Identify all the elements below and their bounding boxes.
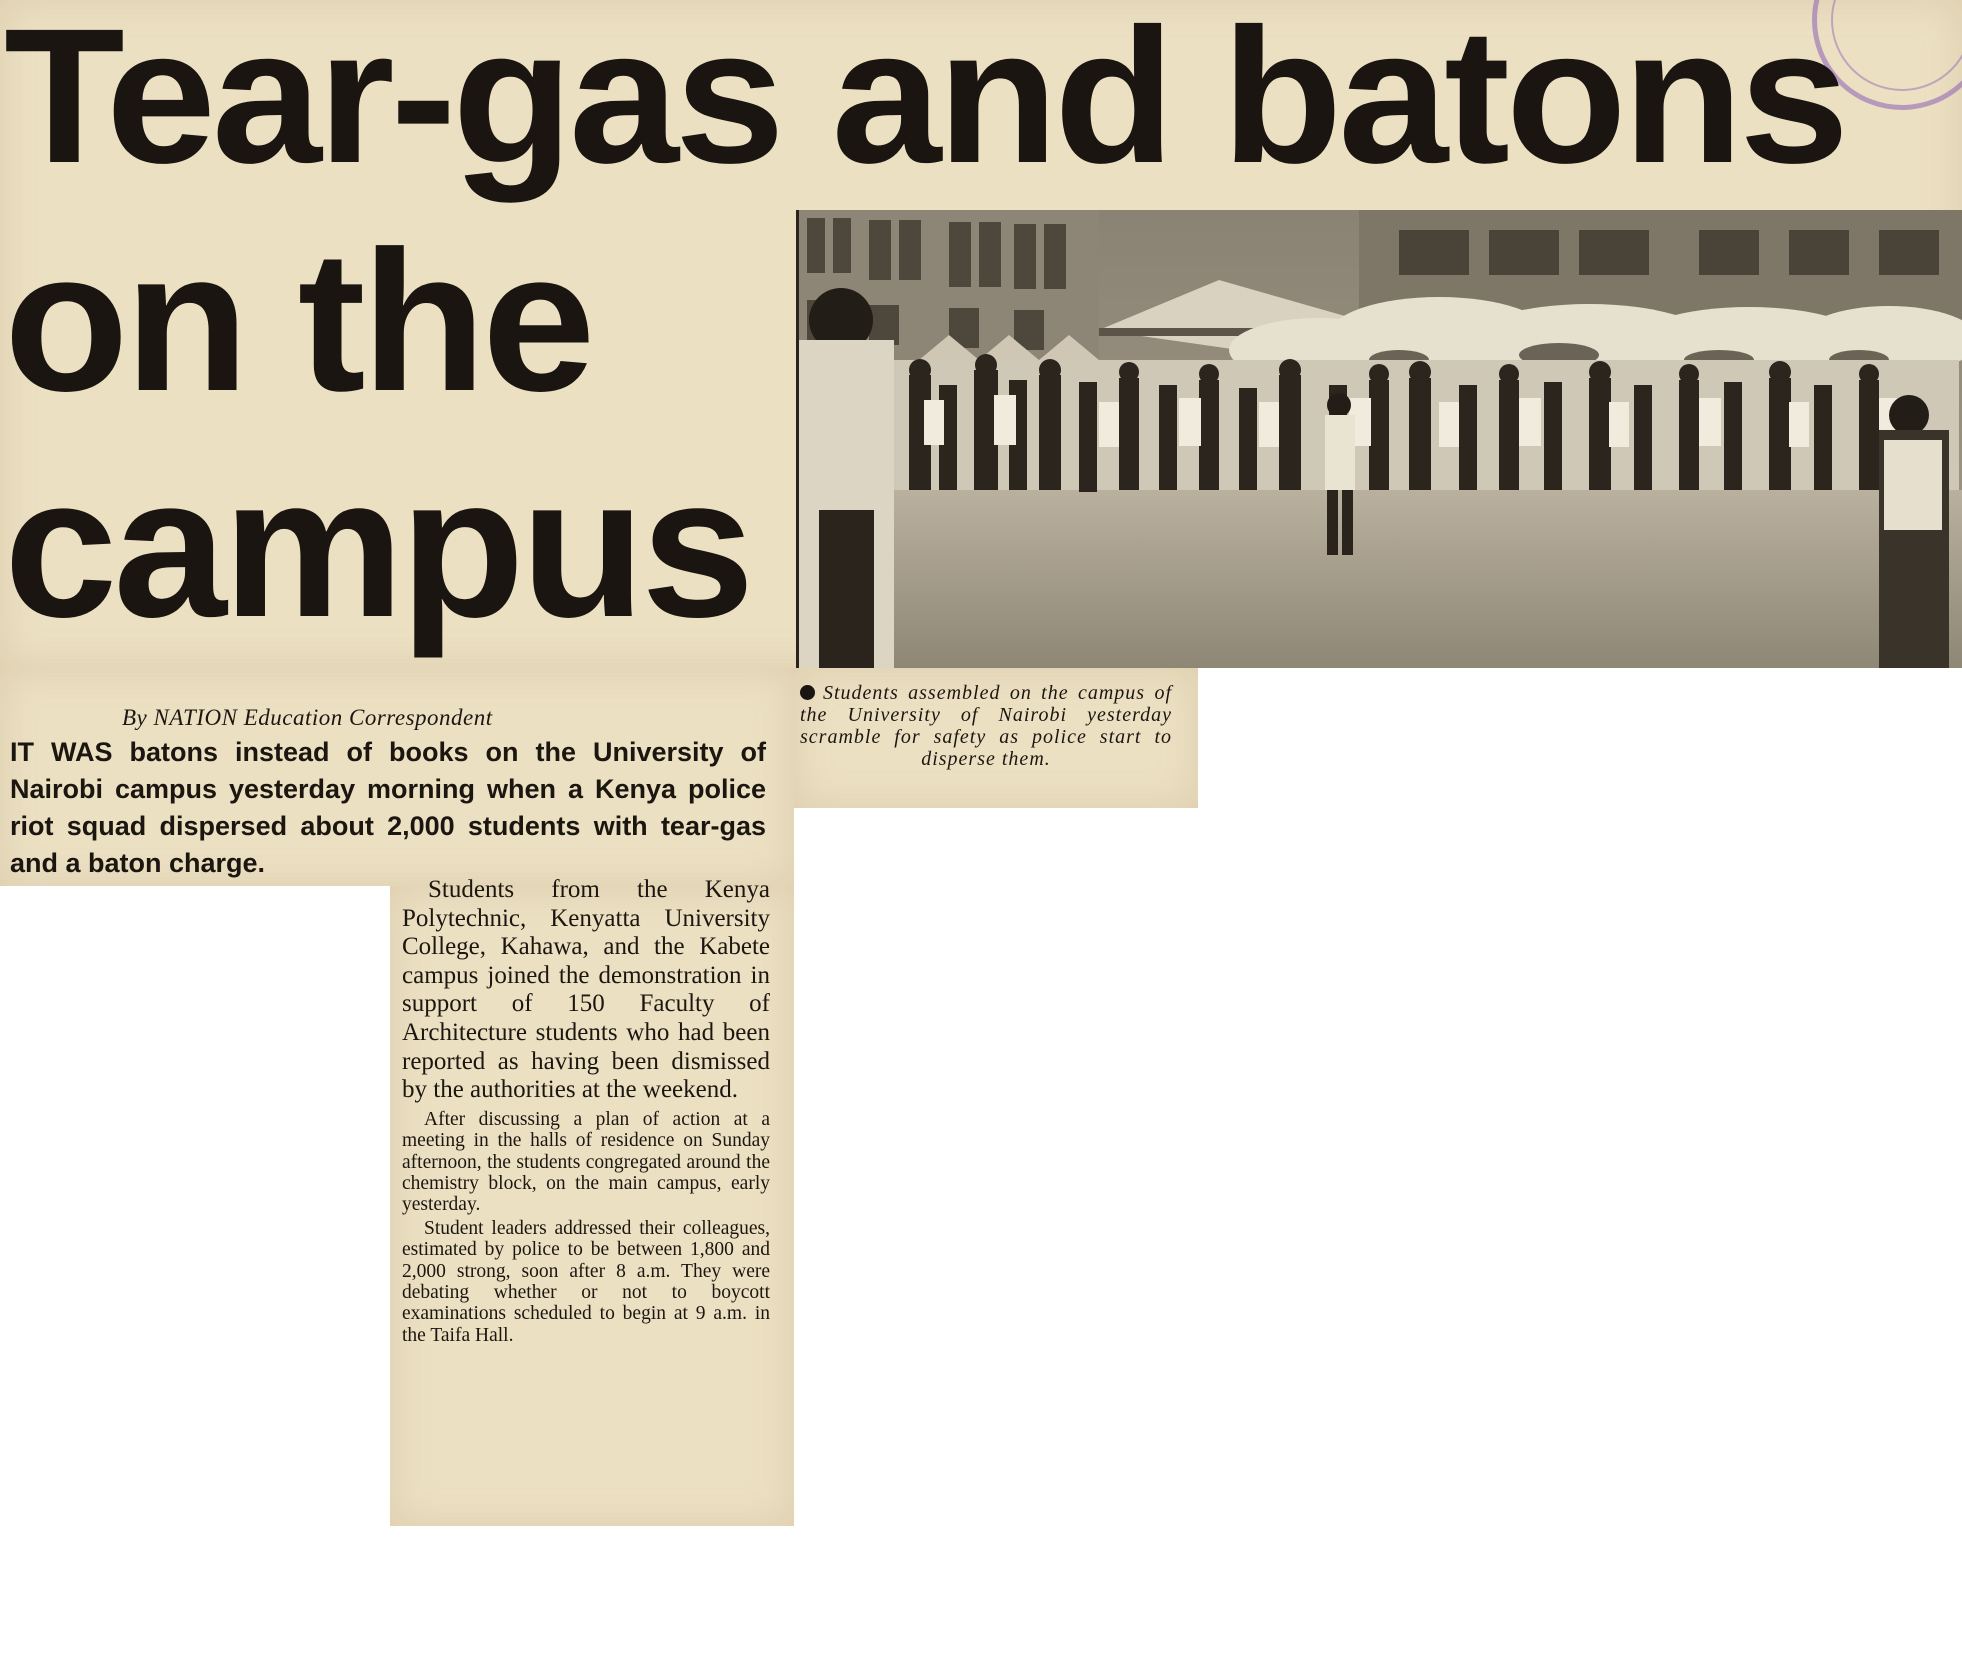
bullet-icon: [800, 685, 815, 700]
byline: By NATION Education Correspondent: [122, 705, 493, 730]
body-paragraph-2: After discussing a plan of action at a meeting in the halls of residence on Sunday afternoon, the students congregated around the chemistry block, on the main campus, early yesterday.: [402, 1108, 770, 1216]
photo-caption: [800, 682, 1172, 770]
body-paragraph-3: Student leaders addressed their colleagues, estimated by police to be between 1,800 and 2,000 strong, soon after 8 a.m. They were debating whether or not to boycott examinations scheduled to begin at 9 a.m. in the Taifa Hall.: [402, 1217, 770, 1346]
body-column: [402, 876, 770, 1346]
news-photo: [796, 210, 1962, 668]
body-paragraph-1: Students from the Kenya Polytechnic, Kenyatta University College, Kahawa, and the Kabete campus joined the demonstration in support of 150 Faculty of Architecture students who had been reported as having been dismissed by the authorities at the weekend.: [402, 876, 770, 1104]
headline-line-1: Tear-gas and batons: [4, 0, 1846, 203]
lede-paragraph: IT WAS batons instead of books on the University of Nairobi campus yesterday morning when a Kenya police riot squad dispersed about 2,000 students with tear-gas and a baton charge.: [10, 737, 766, 878]
photo-caption-text: Students assembled on the campus of the University of Nairobi yesterday scramble for safety as police start to disperse them.: [800, 682, 1172, 770]
headline-line-2: on the: [4, 210, 592, 433]
headline-line-3: campus: [4, 436, 751, 659]
